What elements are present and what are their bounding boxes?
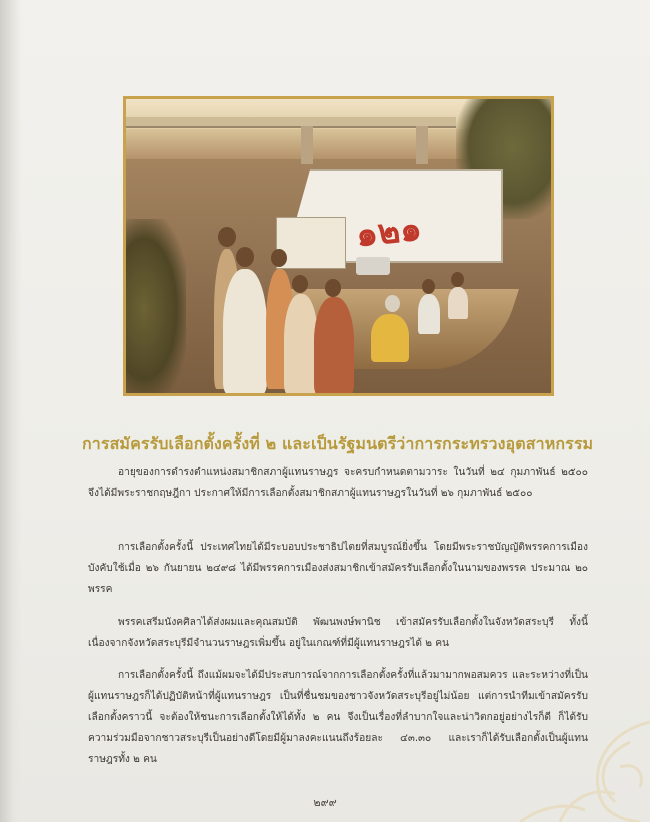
loudspeaker — [356, 257, 390, 275]
person-head — [218, 227, 236, 247]
person — [418, 294, 440, 334]
person — [314, 297, 354, 393]
person — [371, 314, 409, 362]
page-gutter-shadow — [0, 0, 22, 822]
person-head — [292, 275, 308, 293]
bridge-pillar — [416, 126, 428, 164]
person-head — [451, 272, 464, 287]
bridge-pillar — [301, 126, 313, 164]
paragraph: อายุของการดำรงตำแหน่งสมาชิกสภาผู้แทนราษฎร จะครบกำหนดตามวาระ ในวันที่ ๒๔ กุมภาพันธ์ ๒๕๐๐ จึงได้มีพระราชกฤษฎีกา ประกาศให้มีการเลือกตั้งสมาชิกสภาผู้แทนราษฎรในวันที่ ๒๖ กุมภาพันธ์ ๒๕๐๐ — [88, 467, 588, 499]
person — [448, 287, 468, 319]
person — [223, 269, 267, 393]
person — [284, 294, 318, 393]
photo-frame — [123, 96, 554, 396]
boat-sign-number: ๑๒๑ — [354, 208, 424, 256]
section-title: การสมัครรับเลือกตั้งครั้งที่ ๒ และเป็นรัฐมนตรีว่าการกระทรวงอุตสาหกรรม — [82, 434, 594, 453]
candidate-poster — [276, 217, 346, 269]
person-head — [325, 279, 341, 297]
campaign-boat-photo — [126, 99, 551, 393]
paragraph: การเลือกตั้งครั้งนี้ ประเทศไทยได้มีระบอบประชาธิปไตยที่สมบูรณ์ยิ่งขึ้น โดยมีพระราชบัญญัติพรรคการเมืองบังคับใช้เมื่อ ๒๖ กันยายน ๒๔๙๘ ได้มีพรรคการเมืองส่งสมาชิกเข้าสมัครรับเลือกตั้งในนามของพรรค ประมาณ ๒๐ พรรค — [88, 542, 588, 595]
person-head — [422, 279, 435, 294]
paragraph: การเลือกตั้งครั้งนี้ ถึงแม้ผมจะได้มีประสบการณ์จากการเลือกตั้งครั้งที่แล้วมามากพอสมควร และระหว่างที่เป็นผู้แทนราษฎรก็ได้ปฏิบัติหน้าที่ผู้แทนราษฎร เป็นที่ชื่นชมของชาวจังหวัดสระบุรีอยู่ไม่น้อย แต่การนำทีมเข้าสมัครรับเลือกตั้งคราวนี้ จะต้องให้ชนะการเลือกตั้งให้ได้ทั้ง ๒ คน จึงเป็นเรื่องที่ลำบากใจและน่าวิตกอยู่อย่างไรก็ดี ก็ได้รับความร่วมมือจากชาวสระบุรีเป็นอย่างดีโดยมีผู้มาลงคะแนนถึงร้อยละ ๔๓.๓๐ และเราก็ได้รับเลือกตั้งเป็นผู้แทนราษฎรทั้ง ๒ คน — [88, 670, 588, 765]
bridge — [126, 117, 456, 128]
page-number: ๒๙๙ — [313, 796, 337, 809]
trees-left — [126, 219, 186, 393]
paragraph: พรรคเสรีมนังคศิลาได้ส่งผมและคุณสมบัติ พัฒนพงษ์พานิช เข้าสมัครรับเลือกตั้งในจังหวัดสระบุรี ทั้งนี้ เนื่องจากจังหวัดสระบุรีมีจำนวนราษฎรเพิ่มขึ้น อยู่ในเกณฑ์ที่มีผู้แทนราษฎรได้ ๒ คน — [88, 617, 588, 649]
person-head — [271, 249, 287, 267]
person-head — [236, 247, 254, 267]
person-head — [385, 295, 400, 312]
